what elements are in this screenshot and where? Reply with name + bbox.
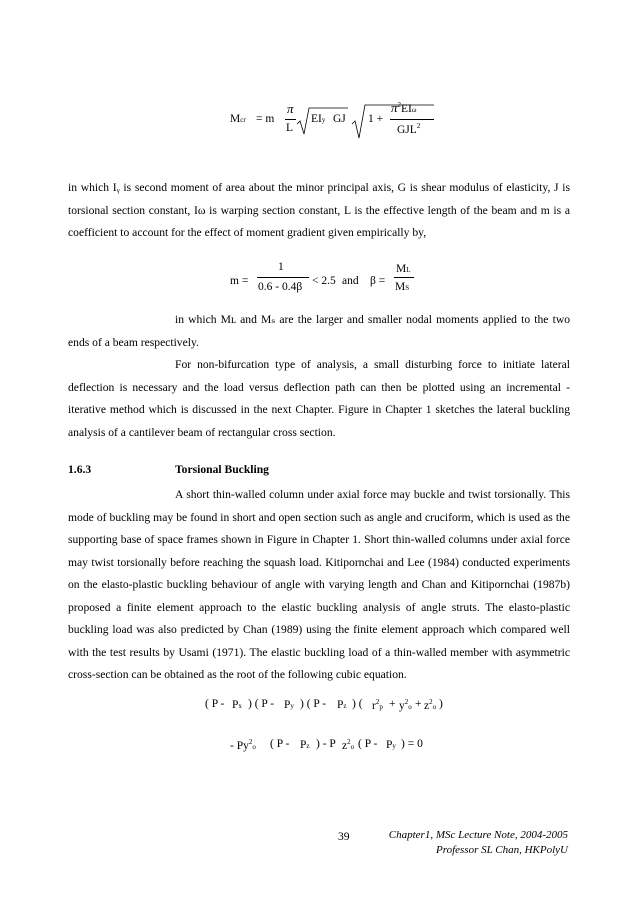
cubic1-term: ( P - (205, 698, 225, 710)
cubic1-plus: + (389, 698, 396, 710)
page-number: 39 (338, 830, 350, 843)
eq-ei: EIy (311, 113, 326, 125)
eq-one-plus: 1 + (368, 113, 384, 125)
footer-line1: Chapter1, MSc Lecture Note, 2004-2005 (388, 829, 568, 841)
eq-m-num: 1 (278, 261, 284, 273)
eq-m-and: and (342, 275, 359, 287)
eq-gj: GJ (333, 113, 346, 125)
section-title: Torsional Buckling (175, 463, 269, 476)
eq-m-den: 0.6 - 0.4β (258, 281, 303, 293)
eq-equals-m: = m (256, 113, 275, 125)
cubic2-py: Py (386, 739, 396, 751)
paragraph-non-bifurcation: For non-bifurcation type of analysis, a small disturbing force to initiate lateral deflection is necessary and the load versus deflection path can then be plotted using an incremental - iterative method which is discussed in the next Chapter. Figure in Chapter 1 sketches the lateral buckling analysis of a cantilever beam of rectangular cross section. (68, 358, 570, 439)
eq-m-lt: < 2.5 (312, 275, 336, 287)
paragraph-torsional-buckling: A short thin-walled column under axial force may buckle and twist torsionally. This mode of buckling may be found in short and open section such as angle and cruciform, which is used as the supporting base of space frames shown in Figure in Chapter 1. Short thin-walled columns under axial force may twist torsionally before reaching the squash load. Kitipornchai and Lee (1984) conducted experiments on the elasto-plastic buckling behaviour of angle with varying length and Chan and Kitipornchai (1987b) proposed a finite element approach to the elastic buckling analysis of angle struts. The elasto-plastic buckling load was also predicted by Chan (1989) using the finite element approach which compared well with the test results by Usami (1971). The elastic buckling load of a thin-walled member with asymmetric cross-section can be obtained as the root of the following cubic equation. (68, 488, 570, 681)
footer-note (389, 828, 568, 858)
cubic2-pz: Pz (300, 739, 310, 751)
cubic2-zo: $z^2o$ (342, 738, 355, 752)
eq-ml: ML (396, 263, 411, 275)
eq-pi2-eiw: $\pi^2EI\omega$ (391, 100, 417, 115)
eq-m-eq: m = (230, 275, 249, 287)
eq-lhs: Mcr (230, 113, 246, 125)
cubic2-term: ) - P (316, 738, 336, 750)
cubic1-yo: $y^2o$ (399, 698, 412, 712)
equation-m (230, 262, 450, 302)
equation-cubic-line1 (205, 693, 445, 719)
eq-gjl: GJL$^2$ (397, 122, 421, 136)
cubic1-term: ) ( P - (300, 698, 327, 710)
cubic2-term: ( P - (358, 738, 378, 750)
cubic1-zo: $z^2o$ (424, 698, 437, 712)
cubic1-plus: + (415, 698, 422, 710)
paragraph-definitions: in which Iᵧ is second moment of area about the minor principal axis, G is shear modulus of elasticity, J is torsional section constant, Iω is warping section constant, L is the effective length of the beam and m is a coefficient to account for the effect of moment gradient given empirically by, (68, 181, 570, 239)
equation-cubic-line2 (230, 733, 430, 759)
eq-ms: MS (395, 281, 410, 293)
footer-line2: Professor SL Chan, HKPolyU (435, 844, 568, 856)
eq-pi: π (287, 101, 294, 116)
paragraph-nodal-moments: in which Mʟ and Mₛ are the larger and smaller nodal moments applied to the two ends of a beam respectively. (68, 313, 570, 349)
cubic1-term: ) ( P - (248, 698, 275, 710)
cubic2-term: ) = 0 (401, 738, 423, 750)
cubic2-term: ( P - (270, 738, 290, 750)
cubic1-term: ) (439, 698, 443, 710)
cubic1-px: Px (232, 699, 242, 711)
eq-L: L (286, 122, 294, 134)
equation-mcr (230, 96, 430, 142)
cubic1-rp: $r^2p$ (372, 698, 383, 712)
eq-beta-eq: β = (370, 275, 386, 287)
cubic1-term: ) ( (352, 698, 363, 710)
section-number: 1.6.3 (68, 463, 92, 476)
cubic2-pyo: - Py$^2$o (230, 738, 256, 752)
cubic1-pz: Pz (337, 699, 347, 711)
cubic1-py: Py (284, 699, 294, 711)
